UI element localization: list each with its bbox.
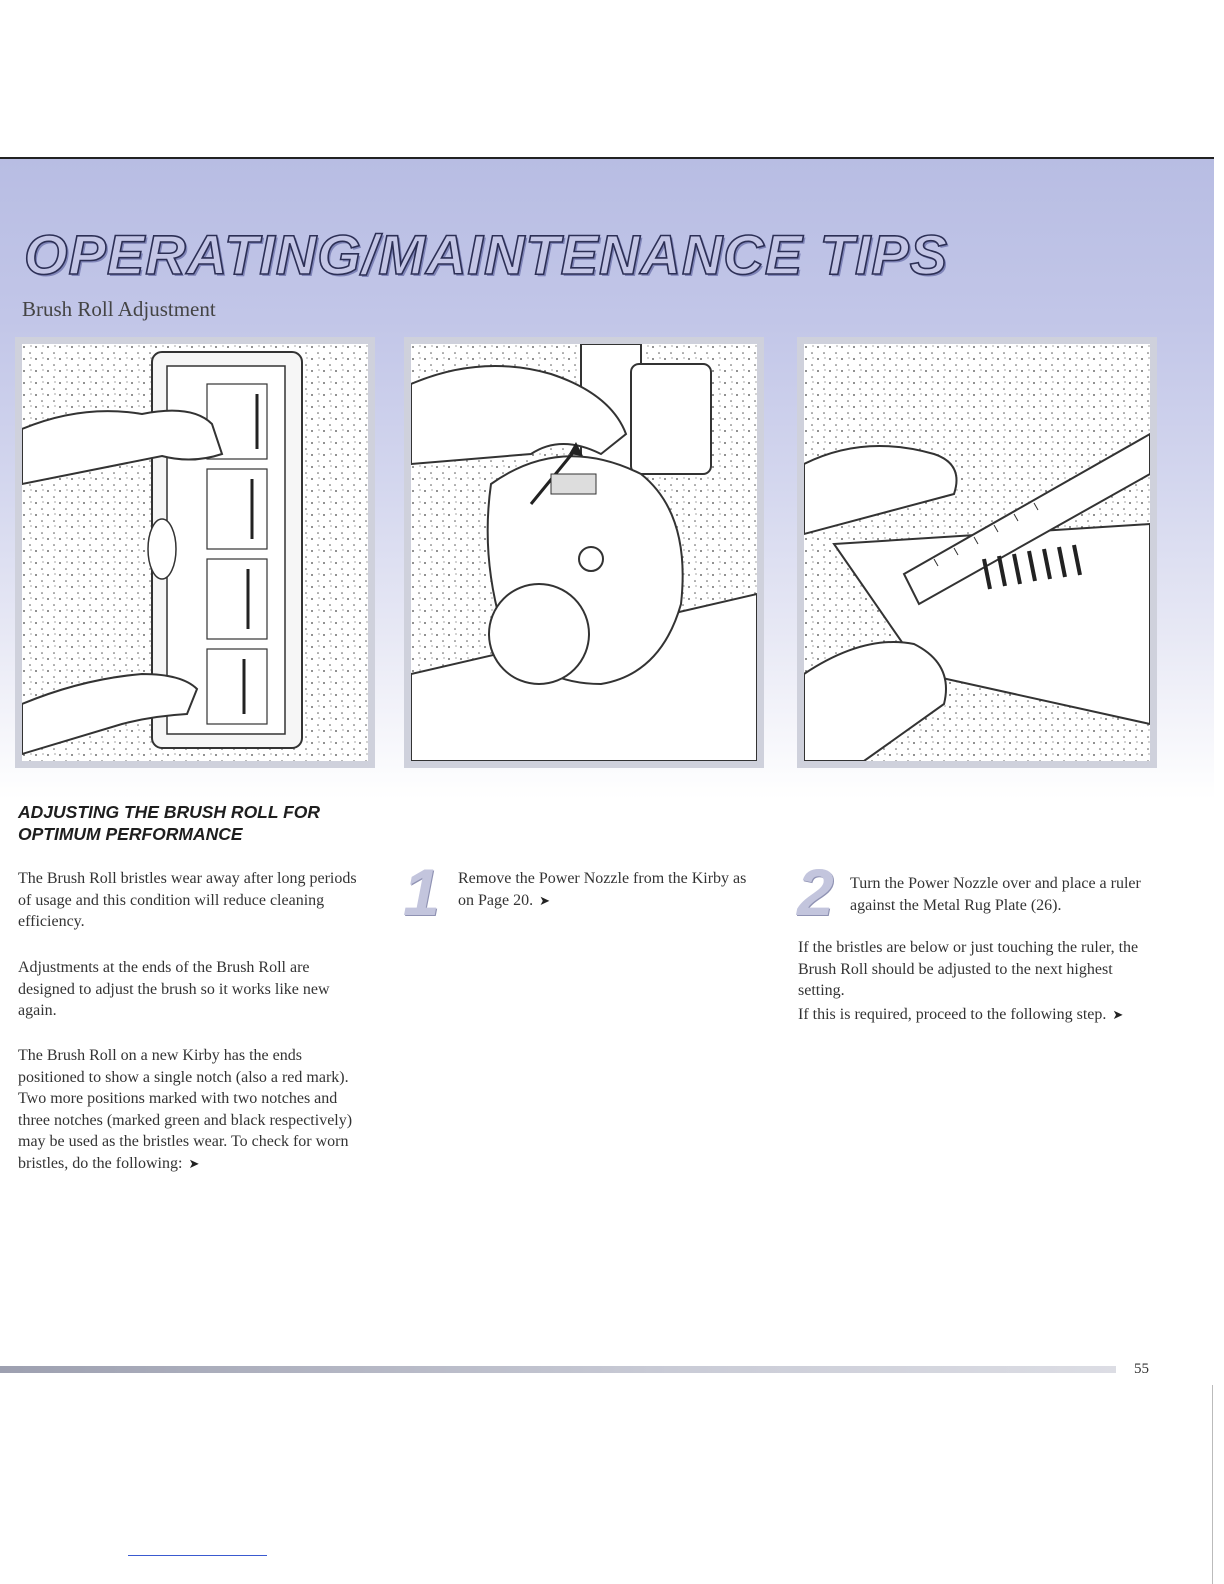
paragraph-text: Adjustments at the ends of the Brush Roll are designed to adjust the brush so it works like new again. bbox=[18, 959, 330, 1019]
page-title: OPERATING/MAINTENANCE TIPS bbox=[24, 223, 949, 286]
step-1-instruction: Remove the Power Nozzle from the Kirby as on Page 20. bbox=[458, 870, 747, 909]
step-number-1: 1 bbox=[403, 855, 440, 929]
footer-rule bbox=[0, 1366, 1116, 1373]
right-page-border bbox=[1212, 1385, 1213, 1584]
section-heading: ADJUSTING THE BRUSH ROLL FOR OPTIMUM PERFORMANCE bbox=[18, 802, 321, 844]
paragraph-text: The Brush Roll on a new Kirby has the ends positioned to show a single notch (also a red mark). Two more positions marked with two notches and three notches (marked green and black respectively) may be used as the bristles wear. To check for worn bristles, do the following: bbox=[18, 1047, 353, 1172]
adjustment-paragraph bbox=[18, 957, 370, 1022]
continue-arrow-icon: ➤ bbox=[1112, 1007, 1124, 1022]
step-number-2: 2 bbox=[797, 855, 834, 929]
figure-remove-nozzle bbox=[404, 337, 764, 768]
intro-paragraph bbox=[18, 868, 370, 933]
page-number: 55 bbox=[1134, 1361, 1149, 1377]
notch-paragraph bbox=[18, 1045, 370, 1174]
step-2-follow-text bbox=[798, 1004, 1138, 1026]
illustration-brush-roll bbox=[22, 344, 368, 761]
paragraph-text: The Brush Roll bristles wear away after long periods of usage and this condition will reduce cleaning efficiency. bbox=[18, 870, 357, 930]
link-underline bbox=[128, 1555, 267, 1556]
step-2-cont-text: If the bristles are below or just touching the ruler, the Brush Roll should be adjusted to the next highest setting. bbox=[798, 939, 1139, 999]
step-2-lead-text: Turn the Power Nozzle over and place a ruler against the Metal Rug Plate (26). bbox=[850, 875, 1141, 914]
figure-brush-roll bbox=[15, 337, 375, 768]
illustration-remove-nozzle bbox=[411, 344, 757, 761]
illustration-ruler-check bbox=[804, 344, 1150, 761]
step-1-text bbox=[458, 868, 748, 911]
figure-ruler-check bbox=[797, 337, 1157, 768]
step-2-follow-instruction: If this is required, proceed to the following step. bbox=[798, 1006, 1107, 1023]
continue-arrow-icon: ➤ bbox=[539, 892, 551, 908]
continue-arrow-icon: ➤ bbox=[188, 1155, 200, 1171]
page-subtitle: Brush Roll Adjustment bbox=[22, 297, 216, 321]
